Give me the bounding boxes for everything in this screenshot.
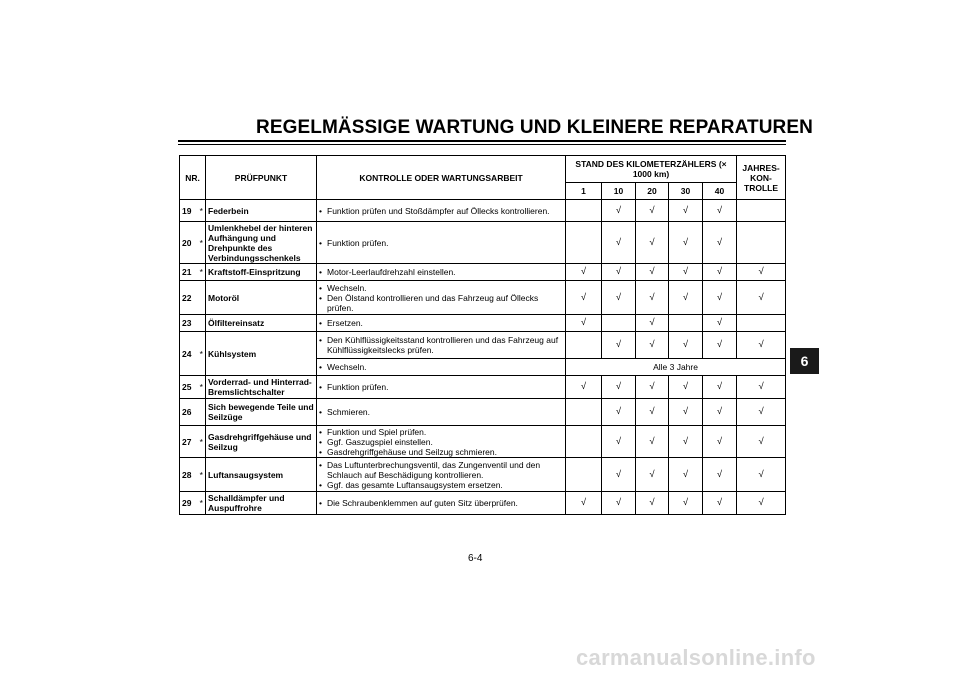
table-row (180, 315, 786, 332)
table-row (180, 332, 786, 359)
table-row (180, 264, 786, 281)
check-mark: √ (602, 399, 636, 426)
check-mark: √ (737, 399, 786, 426)
row-number: 19 (180, 200, 198, 222)
item-name: Umlenkhebel der hinteren Aufhängung und Drehpunkte des Verbindungsschenkels (206, 222, 317, 264)
check-mark: √ (636, 399, 669, 426)
check-mark: √ (636, 458, 669, 492)
check-mark: √ (669, 332, 703, 359)
action-list (319, 267, 563, 277)
check-mark: √ (737, 426, 786, 458)
action-cell (317, 264, 566, 281)
check-mark: √ (737, 492, 786, 515)
row-number: 28 (180, 458, 198, 492)
check-mark: √ (703, 458, 737, 492)
check-empty (737, 222, 786, 264)
check-mark: √ (636, 222, 669, 264)
table-row (180, 426, 786, 458)
maintenance-table (179, 155, 786, 515)
check-mark: √ (703, 332, 737, 359)
check-mark: √ (737, 332, 786, 359)
action-cell (317, 492, 566, 515)
check-mark: √ (703, 264, 737, 281)
check-mark: √ (602, 376, 636, 399)
row-number: 20 (180, 222, 198, 264)
action-cell (317, 281, 566, 315)
check-empty (669, 315, 703, 332)
item-name: Federbein (206, 200, 317, 222)
star-marker: * (198, 332, 206, 376)
row-number: 25 (180, 376, 198, 399)
check-mark: √ (669, 264, 703, 281)
star-marker: * (198, 376, 206, 399)
check-mark: √ (602, 222, 636, 264)
check-mark: √ (566, 492, 602, 515)
header-odometer: STAND DES KILOMETERZÄHLERS (× 1000 km) (566, 156, 737, 183)
check-mark: √ (636, 264, 669, 281)
item-name: Sich bewegende Teile und Seilzüge (206, 399, 317, 426)
table-row (180, 492, 786, 515)
header-action: KONTROLLE ODER WARTUNGSARBEIT (317, 156, 566, 200)
check-mark: √ (703, 315, 737, 332)
action-item: • Funktion prüfen und Stoßdämpfer auf Öllecks kontrollieren. (319, 206, 563, 216)
check-mark: √ (703, 492, 737, 515)
check-empty (566, 458, 602, 492)
star-marker: * (198, 458, 206, 492)
action-list (319, 318, 563, 328)
row-number: 24 (180, 332, 198, 376)
check-empty (737, 200, 786, 222)
check-empty (602, 315, 636, 332)
check-mark: √ (669, 458, 703, 492)
check-mark: √ (566, 376, 602, 399)
check-mark: √ (636, 426, 669, 458)
action-cell (317, 332, 566, 359)
item-name: Vorderrad- und Hinterrad-Bremslichtschalter (206, 376, 317, 399)
row-number: 22 (180, 281, 198, 315)
check-mark: √ (602, 458, 636, 492)
title-rule-thin (178, 144, 786, 145)
action-item: • Ggf. Gaszugspiel einstellen. (319, 437, 563, 447)
action-cell (317, 222, 566, 264)
check-empty (737, 315, 786, 332)
row-number: 26 (180, 399, 198, 426)
check-mark: √ (636, 315, 669, 332)
action-item: • Schmieren. (319, 407, 563, 417)
star-marker (198, 281, 206, 315)
check-mark: √ (703, 281, 737, 315)
row-number: 27 (180, 426, 198, 458)
star-marker: * (198, 222, 206, 264)
action-item: • Den Kühlflüssigkeitsstand kontrollieren und das Fahrzeug auf Kühlflüssigkeitslecks prüfen. (319, 335, 563, 355)
action-list (319, 238, 563, 248)
table-row (180, 281, 786, 315)
action-item: • Funktion prüfen. (319, 382, 563, 392)
check-mark: √ (703, 399, 737, 426)
table-row (180, 458, 786, 492)
action-cell (317, 315, 566, 332)
table-row (180, 222, 786, 264)
check-mark: √ (636, 332, 669, 359)
table-row (180, 399, 786, 426)
action-item: • Wechseln. (319, 362, 563, 372)
header-nr: NR. (180, 156, 206, 200)
interval-note: Alle 3 Jahre (566, 359, 786, 376)
check-mark: √ (636, 376, 669, 399)
check-mark: √ (669, 426, 703, 458)
page-title: REGELMÄSSIGE WARTUNG UND KLEINERE REPARATUREN (256, 117, 813, 138)
action-list (319, 362, 563, 372)
check-mark: √ (669, 222, 703, 264)
action-item: • Ggf. das gesamte Luftansaugsystem ersetzen. (319, 480, 563, 490)
action-item: • Ersetzen. (319, 318, 563, 328)
row-number: 21 (180, 264, 198, 281)
check-mark: √ (636, 200, 669, 222)
star-marker: * (198, 200, 206, 222)
check-mark: √ (669, 376, 703, 399)
item-name: Schalldämpfer und Auspuffrohre (206, 492, 317, 515)
check-mark: √ (636, 281, 669, 315)
item-name: Luftansaugsystem (206, 458, 317, 492)
header-item: PRÜFPUNKT (206, 156, 317, 200)
check-empty (566, 222, 602, 264)
check-mark: √ (669, 492, 703, 515)
action-list (319, 407, 563, 417)
check-mark: √ (703, 222, 737, 264)
check-empty (566, 200, 602, 222)
check-empty (566, 426, 602, 458)
chapter-tab: 6 (790, 348, 819, 374)
watermark: carmanualsonline.info (576, 645, 816, 670)
action-cell (317, 200, 566, 222)
header-km: 20 (636, 183, 669, 200)
check-empty (566, 399, 602, 426)
page-number: 6-4 (468, 553, 483, 564)
check-mark: √ (602, 281, 636, 315)
action-list (319, 283, 563, 313)
check-mark: √ (703, 376, 737, 399)
check-mark: √ (602, 264, 636, 281)
action-list (319, 498, 563, 508)
table-row (180, 200, 786, 222)
check-mark: √ (566, 264, 602, 281)
check-mark: √ (737, 458, 786, 492)
item-name: Kühlsystem (206, 332, 317, 376)
header-km: 40 (703, 183, 737, 200)
star-marker (198, 399, 206, 426)
action-list (319, 335, 563, 355)
action-item: • Motor-Leerlaufdrehzahl einstellen. (319, 267, 563, 277)
action-item: • Wechseln. (319, 283, 563, 293)
star-marker (198, 315, 206, 332)
action-item: • Den Ölstand kontrollieren und das Fahrzeug auf Öllecks prüfen. (319, 293, 563, 313)
star-marker: * (198, 492, 206, 515)
check-mark: √ (737, 264, 786, 281)
check-mark: √ (602, 492, 636, 515)
title-rule (178, 140, 786, 142)
action-item: • Funktion und Spiel prüfen. (319, 427, 563, 437)
check-mark: √ (602, 332, 636, 359)
action-list (319, 460, 563, 490)
check-mark: √ (703, 200, 737, 222)
action-item: • Die Schraubenklemmen auf guten Sitz überprüfen. (319, 498, 563, 508)
action-cell (317, 359, 566, 376)
action-list (319, 382, 563, 392)
item-name: Kraftstoff-Einspritzung (206, 264, 317, 281)
action-cell (317, 399, 566, 426)
table-row (180, 376, 786, 399)
check-empty (566, 332, 602, 359)
check-mark: √ (602, 426, 636, 458)
item-name: Ölfiltereinsatz (206, 315, 317, 332)
check-mark: √ (566, 281, 602, 315)
check-mark: √ (602, 200, 636, 222)
action-item: • Funktion prüfen. (319, 238, 563, 248)
row-number: 29 (180, 492, 198, 515)
check-mark: √ (669, 281, 703, 315)
check-mark: √ (669, 200, 703, 222)
item-name: Gasdrehgriffgehäuse und Seilzug (206, 426, 317, 458)
action-cell (317, 426, 566, 458)
action-cell (317, 458, 566, 492)
check-mark: √ (737, 376, 786, 399)
header-km: 1 (566, 183, 602, 200)
check-mark: √ (566, 315, 602, 332)
header-km: 10 (602, 183, 636, 200)
check-mark: √ (636, 492, 669, 515)
action-list (319, 206, 563, 216)
action-cell (317, 376, 566, 399)
check-mark: √ (737, 281, 786, 315)
action-item: • Das Luftunterbrechungsventil, das Zungenventil und den Schlauch auf Beschädigung kontrollieren. (319, 460, 563, 480)
star-marker: * (198, 426, 206, 458)
item-name: Motoröl (206, 281, 317, 315)
header-km: 30 (669, 183, 703, 200)
check-mark: √ (703, 426, 737, 458)
star-marker: * (198, 264, 206, 281)
action-item: • Gasdrehgriffgehäuse und Seilzug schmieren. (319, 447, 563, 457)
header-annual: JAHRES-KON-TROLLE (737, 156, 786, 200)
row-number: 23 (180, 315, 198, 332)
check-mark: √ (669, 399, 703, 426)
action-list (319, 427, 563, 457)
